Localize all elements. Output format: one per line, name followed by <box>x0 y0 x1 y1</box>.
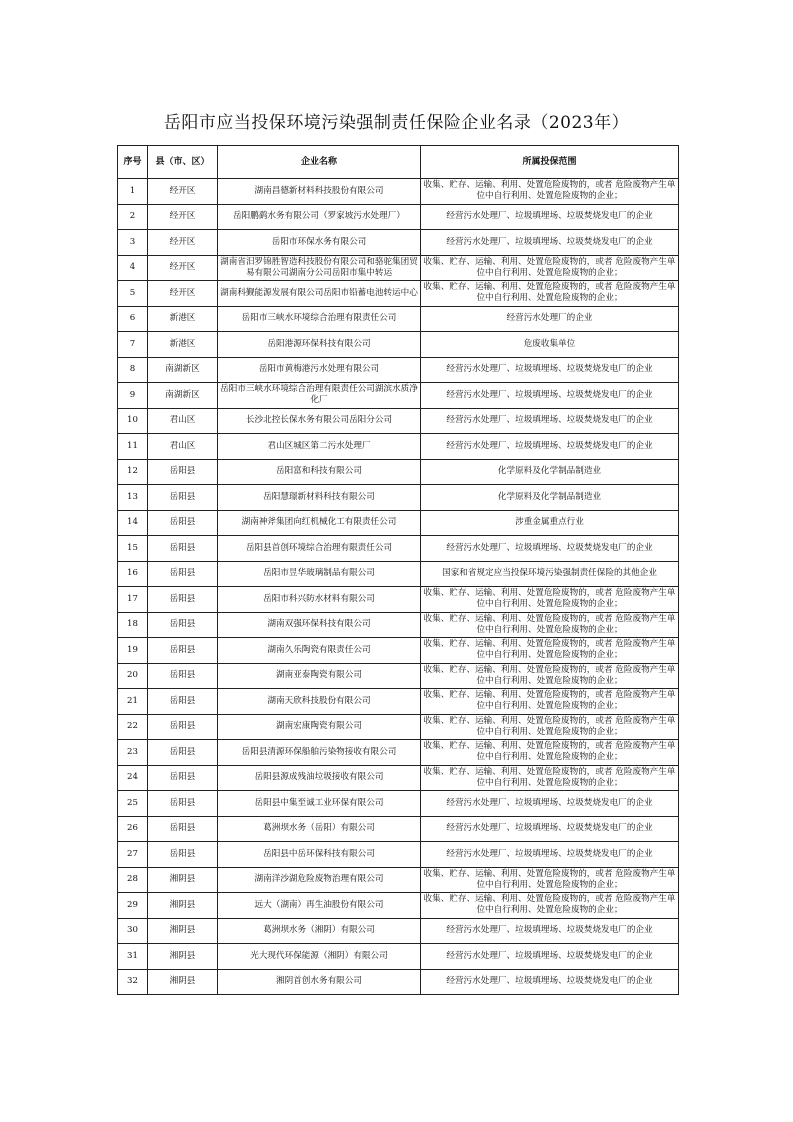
cell-name: 湖南久乐陶瓷有限责任公司 <box>218 638 421 664</box>
table-row <box>118 255 679 281</box>
cell-no: 31 <box>118 944 148 970</box>
cell-no: 21 <box>118 689 148 715</box>
table-row <box>118 561 679 587</box>
cell-scope: 经营污水处理厂、垃圾填埋场、垃圾焚烧发电厂的企业 <box>421 204 679 230</box>
table-row <box>118 306 679 332</box>
cell-no: 14 <box>118 510 148 536</box>
table-row <box>118 459 679 485</box>
table-row <box>118 918 679 944</box>
table-row <box>118 485 679 511</box>
cell-name: 湖南宏康陶瓷有限公司 <box>218 714 421 740</box>
cell-county: 君山区 <box>148 434 218 460</box>
table-row <box>118 510 679 536</box>
cell-county: 岳阳县 <box>148 485 218 511</box>
cell-county: 经开区 <box>148 281 218 307</box>
cell-scope: 收集、贮存、运输、利用、处置危险废物的，或者 危险废物产生单位中自行利用、处置危险废物的企业； <box>421 867 679 893</box>
table-row <box>118 689 679 715</box>
cell-county: 岳阳县 <box>148 816 218 842</box>
cell-scope: 收集、贮存、运输、利用、处置危险废物的，或者 危险废物产生单位中自行利用、处置危险废物的企业； <box>421 638 679 664</box>
cell-name: 岳阳市三峡水环境综合治理有限责任公司 <box>218 306 421 332</box>
cell-no: 15 <box>118 536 148 562</box>
cell-scope: 收集、贮存、运输、利用、处置危险废物的，或者 危险废物产生单位中自行利用、处置危险废物的企业； <box>421 587 679 613</box>
cell-no: 11 <box>118 434 148 460</box>
cell-county: 岳阳县 <box>148 536 218 562</box>
cell-no: 26 <box>118 816 148 842</box>
enterprise-table <box>117 145 679 995</box>
cell-scope: 经营污水处理厂、垃圾填埋场、垃圾焚烧发电厂的企业 <box>421 230 679 256</box>
cell-no: 24 <box>118 765 148 791</box>
cell-county: 岳阳县 <box>148 459 218 485</box>
cell-scope: 收集、贮存、运输、利用、处置危险废物的，或者 危险废物产生单位中自行利用、处置危险废物的企业； <box>421 765 679 791</box>
cell-name: 远大（湖南）再生油股份有限公司 <box>218 893 421 919</box>
table-row <box>118 230 679 256</box>
cell-name: 岳阳市环保水务有限公司 <box>218 230 421 256</box>
table-row <box>118 408 679 434</box>
cell-scope: 经营污水处理厂、垃圾填埋场、垃圾焚烧发电厂的企业 <box>421 357 679 383</box>
cell-county: 岳阳县 <box>148 791 218 817</box>
cell-scope: 经营污水处理厂、垃圾填埋场、垃圾焚烧发电厂的企业 <box>421 536 679 562</box>
table-row <box>118 765 679 791</box>
cell-county: 经开区 <box>148 179 218 205</box>
cell-scope: 收集、贮存、运输、利用、处置危险废物的，或者 危险废物产生单位中自行利用、处置危险废物的企业； <box>421 714 679 740</box>
cell-no: 30 <box>118 918 148 944</box>
cell-scope: 收集、贮存、运输、利用、处置危险废物的，或者 危险废物产生单位中自行利用、处置危险废物的企业； <box>421 281 679 307</box>
cell-county: 岳阳县 <box>148 765 218 791</box>
cell-scope: 经营污水处理厂、垃圾填埋场、垃圾焚烧发电厂的企业 <box>421 434 679 460</box>
cell-scope: 收集、贮存、运输、利用、处置危险废物的，或者 危险废物产生单位中自行利用、处置危险废物的企业； <box>421 255 679 281</box>
table-header-row <box>118 146 679 179</box>
cell-name: 岳阳县清源环保船舶污染物接收有限公司 <box>218 740 421 766</box>
table-row <box>118 944 679 970</box>
cell-county: 新港区 <box>148 332 218 358</box>
cell-name: 光大现代环保能源（湘阴）有限公司 <box>218 944 421 970</box>
cell-county: 岳阳县 <box>148 689 218 715</box>
cell-name: 湖南科觐能源发展有限公司岳阳市铅蓄电池转运中心 <box>218 281 421 307</box>
table-row <box>118 714 679 740</box>
cell-county: 经开区 <box>148 230 218 256</box>
cell-name: 湖南神斧集团向红机械化工有限责任公司 <box>218 510 421 536</box>
cell-name: 长沙北控长保水务有限公司岳阳分公司 <box>218 408 421 434</box>
cell-scope: 经营污水处理厂、垃圾填埋场、垃圾焚烧发电厂的企业 <box>421 944 679 970</box>
cell-name: 湖南亚泰陶瓷有限公司 <box>218 663 421 689</box>
cell-name: 葛洲坝水务（湘阴）有限公司 <box>218 918 421 944</box>
table-row <box>118 332 679 358</box>
table-row <box>118 204 679 230</box>
cell-name: 岳阳县中岳环保科技有限公司 <box>218 842 421 868</box>
cell-county: 湘阴县 <box>148 969 218 995</box>
cell-no: 17 <box>118 587 148 613</box>
table-row <box>118 357 679 383</box>
cell-no: 12 <box>118 459 148 485</box>
cell-county: 岳阳县 <box>148 842 218 868</box>
table-row <box>118 969 679 995</box>
cell-county: 岳阳县 <box>148 714 218 740</box>
cell-no: 10 <box>118 408 148 434</box>
table-row <box>118 434 679 460</box>
cell-county: 经开区 <box>148 204 218 230</box>
cell-name: 湖南洋沙湖危险废物治理有限公司 <box>218 867 421 893</box>
cell-county: 岳阳县 <box>148 740 218 766</box>
cell-name: 葛洲坝水务（岳阳）有限公司 <box>218 816 421 842</box>
cell-scope: 化学原料及化学制品制造业 <box>421 459 679 485</box>
cell-no: 29 <box>118 893 148 919</box>
cell-scope: 经营污水处理厂、垃圾填埋场、垃圾焚烧发电厂的企业 <box>421 918 679 944</box>
cell-scope: 收集、贮存、运输、利用、处置危险废物的，或者 危险废物产生单位中自行利用、处置危险废物的企业； <box>421 740 679 766</box>
cell-no: 19 <box>118 638 148 664</box>
cell-county: 岳阳县 <box>148 612 218 638</box>
cell-county: 岳阳县 <box>148 587 218 613</box>
cell-name: 岳阳县中集至诚工业环保有限公司 <box>218 791 421 817</box>
table-row <box>118 612 679 638</box>
table-row <box>118 867 679 893</box>
cell-no: 22 <box>118 714 148 740</box>
cell-county: 湘阴县 <box>148 867 218 893</box>
table-row <box>118 383 679 409</box>
table-body <box>118 179 679 995</box>
cell-name: 湖南省汨罗锦胜智造科技股份有限公司和骆驼集团贸易有限公司湖南分公司岳阳市集中转运 <box>218 255 421 281</box>
cell-no: 4 <box>118 255 148 281</box>
cell-county: 岳阳县 <box>148 663 218 689</box>
table-row <box>118 893 679 919</box>
cell-scope: 经营污水处理厂、垃圾填埋场、垃圾焚烧发电厂的企业 <box>421 791 679 817</box>
cell-no: 18 <box>118 612 148 638</box>
cell-county: 湘阴县 <box>148 944 218 970</box>
table-row <box>118 281 679 307</box>
cell-county: 南湖新区 <box>148 357 218 383</box>
table-row <box>118 791 679 817</box>
cell-name: 岳阳市昱华玻璃制品有限公司 <box>218 561 421 587</box>
cell-county: 湘阴县 <box>148 893 218 919</box>
cell-no: 16 <box>118 561 148 587</box>
cell-scope: 收集、贮存、运输、利用、处置危险废物的，或者 危险废物产生单位中自行利用、处置危险废物的企业； <box>421 612 679 638</box>
cell-name: 君山区城区第二污水处理厂 <box>218 434 421 460</box>
cell-no: 1 <box>118 179 148 205</box>
cell-county: 南湖新区 <box>148 383 218 409</box>
cell-scope: 经营污水处理厂、垃圾填埋场、垃圾焚烧发电厂的企业 <box>421 383 679 409</box>
cell-scope: 经营污水处理厂、垃圾填埋场、垃圾焚烧发电厂的企业 <box>421 408 679 434</box>
cell-name: 湖南天欣科技股份有限公司 <box>218 689 421 715</box>
table-row <box>118 536 679 562</box>
cell-no: 8 <box>118 357 148 383</box>
cell-name: 岳阳市黄梅港污水处理有限公司 <box>218 357 421 383</box>
cell-county: 岳阳县 <box>148 510 218 536</box>
cell-scope: 收集、贮存、运输、利用、处置危险废物的，或者 危险废物产生单位中自行利用、处置危险废物的企业； <box>421 893 679 919</box>
table-row <box>118 638 679 664</box>
cell-no: 6 <box>118 306 148 332</box>
cell-scope: 经营污水处理厂、垃圾填埋场、垃圾焚烧发电厂的企业 <box>421 816 679 842</box>
cell-no: 23 <box>118 740 148 766</box>
table-row <box>118 740 679 766</box>
cell-no: 2 <box>118 204 148 230</box>
header-scope: 所属投保范围 <box>421 146 679 179</box>
cell-name: 岳阳港源环保科技有限公司 <box>218 332 421 358</box>
cell-no: 7 <box>118 332 148 358</box>
cell-name: 岳阳慧璟新材料科技有限公司 <box>218 485 421 511</box>
cell-scope: 收集、贮存、运输、利用、处置危险废物的，或者 危险废物产生单位中自行利用、处置危险废物的企业； <box>421 179 679 205</box>
cell-no: 27 <box>118 842 148 868</box>
cell-no: 5 <box>118 281 148 307</box>
cell-scope: 收集、贮存、运输、利用、处置危险废物的，或者 危险废物产生单位中自行利用、处置危险废物的企业； <box>421 689 679 715</box>
cell-no: 32 <box>118 969 148 995</box>
cell-scope: 经营污水处理厂的企业 <box>421 306 679 332</box>
cell-name: 岳阳县源成残油垃圾接收有限公司 <box>218 765 421 791</box>
cell-scope: 收集、贮存、运输、利用、处置危险废物的，或者 危险废物产生单位中自行利用、处置危险废物的企业； <box>421 663 679 689</box>
cell-name: 湖南昌德新材料科技股份有限公司 <box>218 179 421 205</box>
header-name: 企业名称 <box>218 146 421 179</box>
cell-scope: 经营污水处理厂、垃圾填埋场、垃圾焚烧发电厂的企业 <box>421 842 679 868</box>
cell-county: 岳阳县 <box>148 561 218 587</box>
cell-name: 岳阳鹏鹞水务有限公司（罗家坡污水处理厂） <box>218 204 421 230</box>
cell-name: 湘阴首创水务有限公司 <box>218 969 421 995</box>
table-row <box>118 816 679 842</box>
header-county: 县（市、区） <box>148 146 218 179</box>
cell-name: 湖南双强环保科技有限公司 <box>218 612 421 638</box>
cell-no: 28 <box>118 867 148 893</box>
table-row <box>118 587 679 613</box>
cell-no: 25 <box>118 791 148 817</box>
cell-scope: 经营污水处理厂、垃圾填埋场、垃圾焚烧发电厂的企业 <box>421 969 679 995</box>
table-row <box>118 663 679 689</box>
header-no: 序号 <box>118 146 148 179</box>
table-row <box>118 842 679 868</box>
table-row <box>118 179 679 205</box>
cell-scope: 涉重金属重点行业 <box>421 510 679 536</box>
cell-scope: 国家和省规定应当投保环境污染强制责任保险的其他企业 <box>421 561 679 587</box>
cell-county: 岳阳县 <box>148 638 218 664</box>
cell-county: 经开区 <box>148 255 218 281</box>
cell-name: 岳阳市三峡水环境综合治理有限责任公司湖滨水质净化厂 <box>218 383 421 409</box>
cell-county: 新港区 <box>148 306 218 332</box>
cell-county: 君山区 <box>148 408 218 434</box>
page-title: 岳阳市应当投保环境污染强制责任保险企业名录（2023年） <box>163 113 630 133</box>
cell-county: 湘阴县 <box>148 918 218 944</box>
cell-name: 岳阳市科兴防水材料有限公司 <box>218 587 421 613</box>
cell-name: 岳阳县首创环境综合治理有限责任公司 <box>218 536 421 562</box>
cell-name: 岳阳富和科技有限公司 <box>218 459 421 485</box>
cell-scope: 化学原料及化学制品制造业 <box>421 485 679 511</box>
cell-scope: 危废收集单位 <box>421 332 679 358</box>
cell-no: 3 <box>118 230 148 256</box>
cell-no: 9 <box>118 383 148 409</box>
cell-no: 13 <box>118 485 148 511</box>
cell-no: 20 <box>118 663 148 689</box>
